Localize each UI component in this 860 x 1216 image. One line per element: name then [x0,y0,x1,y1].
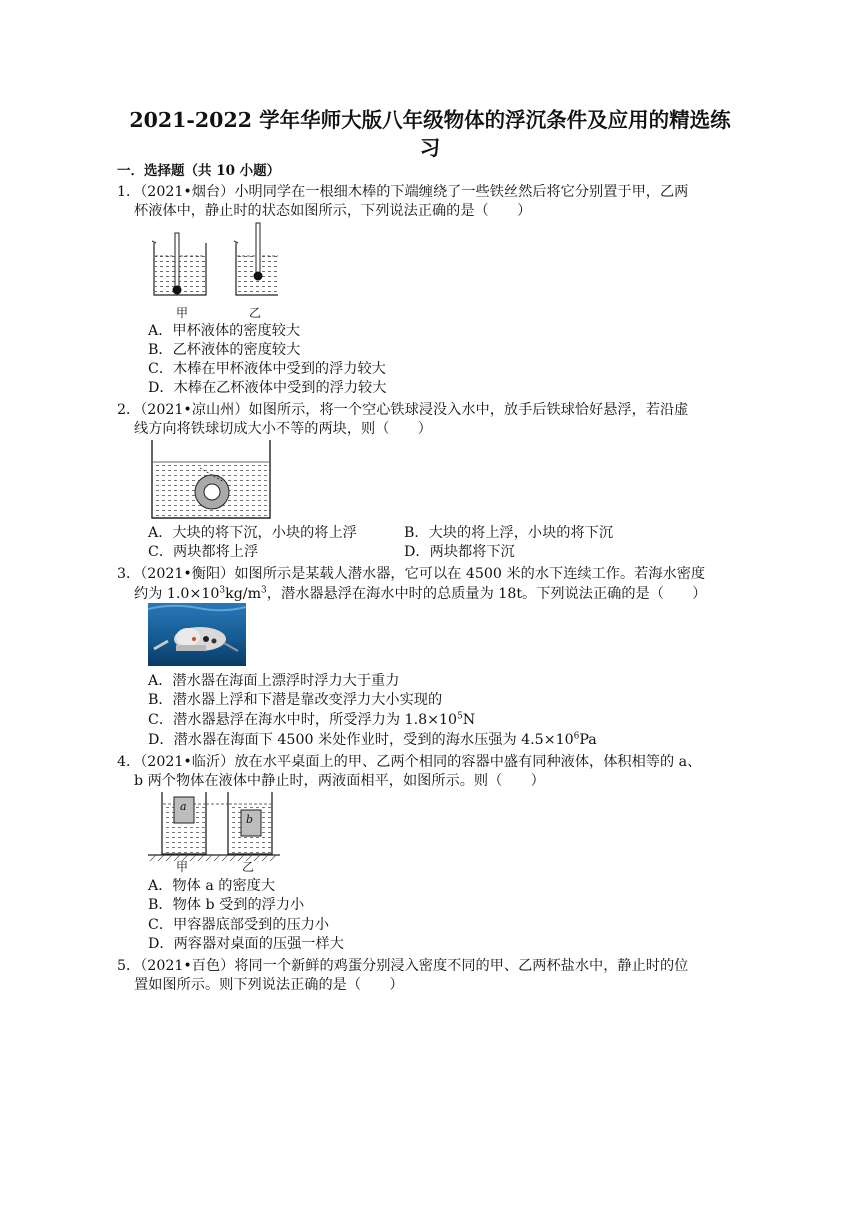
q3-option-c[interactable]: C．潜水器悬浮在海水中时，所受浮力为 $1.8\times 10^5N$ [148,711,476,728]
beaker-jia-icon [152,233,206,295]
beaker-yi-icon [234,223,278,295]
q4-option-d[interactable]: D．两容器对桌面的压强一样大 [148,936,344,952]
q3-submersible-photo [148,603,246,666]
q1-option-c[interactable]: C．木棒在甲杯液体中受到的浮力较大 [148,361,386,377]
q2-option-d[interactable]: D．两块都将下沉 [404,544,515,560]
q4-fig-label-b: b [246,813,254,826]
q4-option-a[interactable]: A．物体 a 的密度大 [148,878,276,894]
q3-option-d[interactable]: D．潜水器在海面下 4500 米处作业时，受到的海水压强为 $4.5\times 10^6Pa$ [148,731,597,748]
page-title-line1: 2021-2022 学年华师大版八年级物体的浮沉条件及应用的精选练 [129,108,731,132]
q1-fig-label-yi: 乙 [249,306,262,320]
q1-fig-label-jia: 甲 [176,306,189,320]
q3-option-b[interactable]: B．潜水器上浮和下潜是靠改变浮力大小实现的 [148,692,443,708]
q2-stem-line1: 2．（2021•凉山州）如图所示，将一个空心铁球浸没入水中，放手后铁球恰好悬浮，若沿虚 [117,402,689,418]
q3-option-a[interactable]: A．潜水器在海面上漂浮时浮力大于重力 [148,673,400,689]
q2-option-c[interactable]: C．两块都将上浮 [148,544,259,560]
q4-option-c[interactable]: C．甲容器底部受到的压力小 [148,917,330,933]
q2-option-a[interactable]: A．大块的将下沉，小块的将上浮 [148,525,357,541]
q1-option-b[interactable]: B．乙杯液体的密度较大 [148,342,301,358]
q3-stem-line1: 3．（2021•衡阳）如图所示是某载人潜水器，它可以在 4500 米的水下连续工作。若海水密度 [117,566,706,582]
q4-stem-line2: b 两个物体在液体中静止时，两液面相平，如图所示。则（ ） [134,773,545,789]
q1-stem-line1: 1．（2021•烟台）小明同学在一根细木棒的下端缠绕了一些铁丝然后将它分别置于甲，乙两 [117,184,689,200]
q1-option-d[interactable]: D．木棒在乙杯液体中受到的浮力较大 [148,380,387,396]
q2-figure-hollow-ball [150,438,274,522]
q3-stem-line2: 约为 $1.0\times 10^3kg/m^3$，潜水器悬浮在海水中时的总质量为 18t。下列说法正确的是（ ） [134,585,707,602]
q5-stem-line2: 置如图所示。则下列说法正确的是（ ） [134,977,404,993]
q4-fig-label-a: a [180,800,187,813]
page-title-line2: 习 [419,136,441,160]
q4-stem-line1: 4．（2021•临沂）放在水平桌面上的甲、乙两个相同的容器中盛有同种液体，体积相等的 a、 [117,754,702,770]
q2-option-b[interactable]: B．大块的将上浮，小块的将下沉 [404,525,614,541]
section-header: 一．选择题（共 10 小题） [117,163,281,179]
q1-option-a[interactable]: A．甲杯液体的密度较大 [148,323,301,339]
q5-stem-line1: 5．（2021•百色）将同一个新鲜的鸡蛋分别浸入密度不同的甲、乙两杯盐水中，静止时的位 [117,958,689,974]
q4-fig-label-jia: 甲 [176,860,189,874]
q4-option-b[interactable]: B．物体 b 受到的浮力小 [148,897,305,913]
q4-fig-label-yi: 乙 [242,860,255,874]
q1-stem-line2: 杯液体中，静止时的状态如图所示，下列说法正确的是（ ） [134,203,532,219]
q2-stem-line2: 线方向将铁球切成大小不等的两块，则（ ） [134,421,432,437]
q4-figure-containers [148,790,280,862]
